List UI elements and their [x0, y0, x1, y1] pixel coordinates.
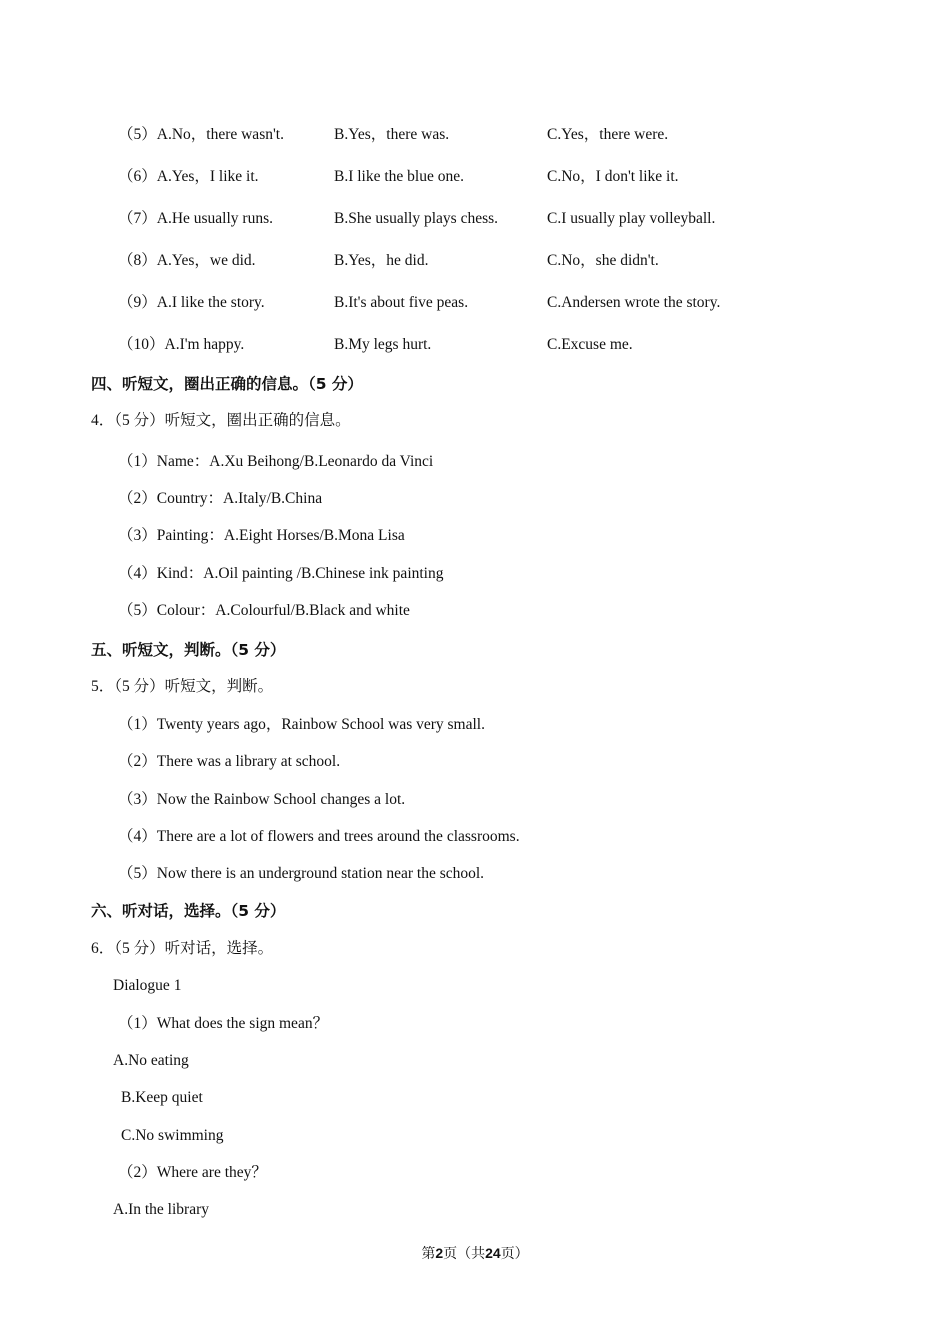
question-item: （4）Kind：A.Oil painting /B.Chinese ink painting [118, 565, 444, 582]
option-b: B.I like the blue one. [334, 168, 464, 185]
question-item: （2）Where are they？ [118, 1164, 267, 1181]
option-row [0, 207, 950, 231]
option-c: C.I usually play volleyball. [547, 210, 716, 227]
question-item: （1）What does the sign mean？ [118, 1015, 329, 1032]
answer-option: C.No swimming [121, 1127, 224, 1144]
question-item: （3）Now the Rainbow School changes a lot. [118, 791, 406, 808]
question-heading: 6．（5 分）听对话，选择。 [91, 940, 274, 957]
question-heading: 4．（5 分）听短文，圈出正确的信息。 [91, 412, 351, 429]
section-title: 四、听短文，圈出正确的信息。（5 分） [91, 375, 363, 393]
option-c: C.No，she didn't. [547, 252, 659, 269]
option-c: C.Yes，there were. [547, 126, 669, 143]
section-title: 五、听短文，判断。（5 分） [91, 641, 286, 659]
option-a: （9）A.I like the story. [118, 294, 265, 311]
question-item: （3）Painting：A.Eight Horses/B.Mona Lisa [118, 527, 405, 544]
question-item: （4）There are a lot of flowers and trees around the classrooms. [118, 828, 520, 845]
total-pages: 24 [485, 1245, 501, 1261]
option-b: B.Yes，there was. [334, 126, 450, 143]
answer-option: A.In the library [113, 1201, 209, 1218]
option-c: C.Excuse me. [547, 336, 633, 353]
option-c: C.No，I don't like it. [547, 168, 679, 185]
option-a: （7）A.He usually runs. [118, 210, 273, 227]
question-item: （2）There was a library at school. [118, 753, 341, 770]
page-footer [0, 1242, 950, 1266]
option-b: B.Yes，he did. [334, 252, 429, 269]
option-b: B.It's about five peas. [334, 294, 469, 311]
option-row [0, 123, 950, 147]
question-item: （5）Colour：A.Colourful/B.Black and white [118, 602, 410, 619]
option-a: （5）A.No，there wasn't. [118, 126, 284, 143]
question-item: （1）Name：A.Xu Beihong/B.Leonardo da Vinci [118, 453, 434, 470]
section-title: 六、听对话，选择。（5 分） [91, 902, 286, 920]
dialogue-label: Dialogue 1 [113, 977, 182, 994]
option-row [0, 333, 950, 357]
footer-suffix: 页） [500, 1247, 529, 1262]
option-row [0, 165, 950, 189]
option-a: （10）A.I'm happy. [118, 336, 245, 353]
answer-option: B.Keep quiet [121, 1089, 203, 1106]
option-c: C.Andersen wrote the story. [547, 294, 721, 311]
option-b: B.My legs hurt. [334, 336, 432, 353]
option-b: B.She usually plays chess. [334, 210, 499, 227]
option-a: （8）A.Yes，we did. [118, 252, 256, 269]
question-heading: 5．（5 分）听短文，判断。 [91, 678, 274, 695]
question-item: （1）Twenty years ago，Rainbow School was very small. [118, 716, 485, 733]
answer-option: A.No eating [113, 1052, 189, 1069]
option-row [0, 249, 950, 273]
question-item: （5）Now there is an underground station near the school. [118, 865, 485, 882]
page-number: 2 [435, 1245, 444, 1261]
option-a: （6）A.Yes，I like it. [118, 168, 259, 185]
footer-prefix: 第 [421, 1247, 436, 1262]
footer-middle: 页（共 [443, 1247, 486, 1262]
question-item: （2）Country：A.Italy/B.China [118, 490, 323, 507]
option-row [0, 291, 950, 315]
